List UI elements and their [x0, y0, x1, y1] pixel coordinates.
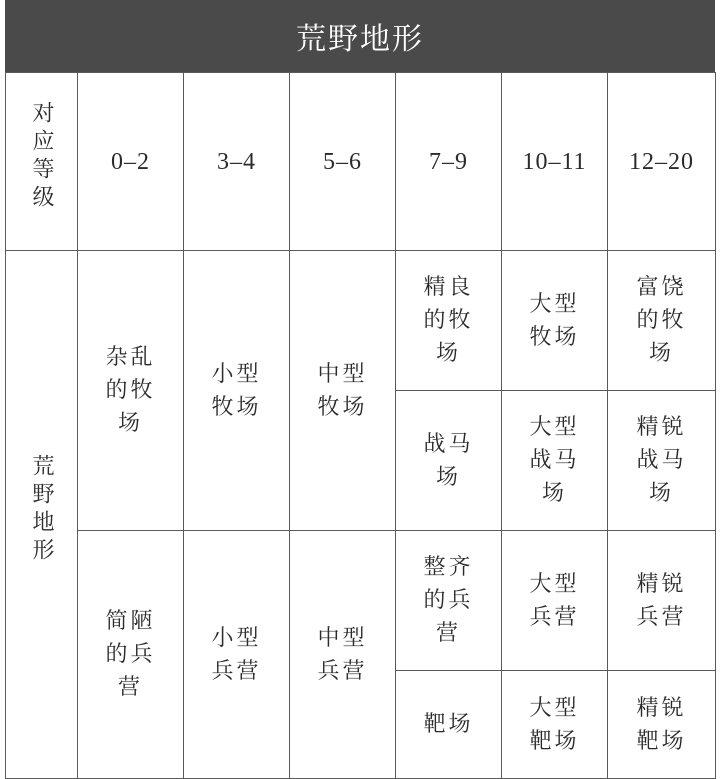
table-cell	[184, 531, 290, 779]
level-3-4: 3–4	[217, 148, 256, 175]
table-cell	[78, 251, 184, 531]
table-cell	[502, 671, 608, 779]
level-0-2: 0–2	[111, 148, 150, 175]
cell-elite-barracks: 精锐 兵营	[636, 571, 687, 630]
cell-small-barracks: 小型 兵营	[211, 625, 262, 684]
level-cell	[290, 73, 396, 251]
level-cell	[184, 73, 290, 251]
table-cell	[608, 671, 716, 779]
table-cell	[78, 531, 184, 779]
table-cell	[608, 251, 716, 391]
cell-elite-range: 精锐 靶场	[636, 695, 687, 754]
level-cell	[396, 73, 502, 251]
cell-medium-barracks: 中型 兵营	[317, 625, 368, 684]
cell-messy-ranch: 杂乱 的牧 场	[105, 345, 156, 436]
cell-large-warhorse-field: 大型 战马 场	[529, 415, 580, 506]
header-row	[6, 73, 716, 251]
header-label-cell	[6, 73, 78, 251]
level-5-6: 5–6	[323, 148, 362, 175]
cell-medium-ranch: 中型 牧场	[317, 361, 368, 420]
table-cell	[290, 531, 396, 779]
row-group-label: 荒野地形	[29, 453, 54, 566]
cell-large-range: 大型 靶场	[529, 695, 580, 754]
level-cell	[608, 73, 716, 251]
terrain-table	[5, 72, 716, 779]
table-cell	[396, 391, 502, 531]
barracks-row	[6, 531, 716, 671]
table-cell	[396, 251, 502, 391]
cell-crude-barracks: 简陋 的兵 营	[105, 609, 156, 700]
table-cell	[502, 391, 608, 531]
cell-small-ranch: 小型 牧场	[211, 361, 262, 420]
table-cell	[396, 671, 502, 779]
cell-fine-ranch: 精良 的牧 场	[423, 275, 474, 366]
table-cell	[502, 531, 608, 671]
table-cell	[396, 531, 502, 671]
level-12-20: 12–20	[629, 148, 694, 175]
table-cell	[184, 251, 290, 531]
table-title: 荒野地形	[5, 0, 715, 72]
cell-orderly-barracks: 整齐 的兵 营	[423, 555, 474, 646]
level-cell	[78, 73, 184, 251]
level-cell	[502, 73, 608, 251]
table-cell	[608, 391, 716, 531]
table-cell	[502, 251, 608, 391]
cell-large-ranch: 大型 牧场	[529, 291, 580, 350]
level-7-9: 7–9	[429, 148, 468, 175]
row-group-label-cell	[6, 251, 78, 779]
cell-rich-ranch: 富饶 的牧 场	[636, 275, 687, 366]
cell-range: 靶场	[423, 712, 474, 737]
ranch-row	[6, 251, 716, 391]
cell-elite-warhorse-field: 精锐 战马 场	[636, 415, 687, 506]
table-cell	[290, 251, 396, 531]
table-cell	[608, 531, 716, 671]
header-label: 对应等级	[29, 100, 54, 213]
level-10-11: 10–11	[522, 148, 587, 175]
cell-large-barracks: 大型 兵营	[529, 571, 580, 630]
cell-warhorse-field: 战马 场	[423, 431, 474, 490]
